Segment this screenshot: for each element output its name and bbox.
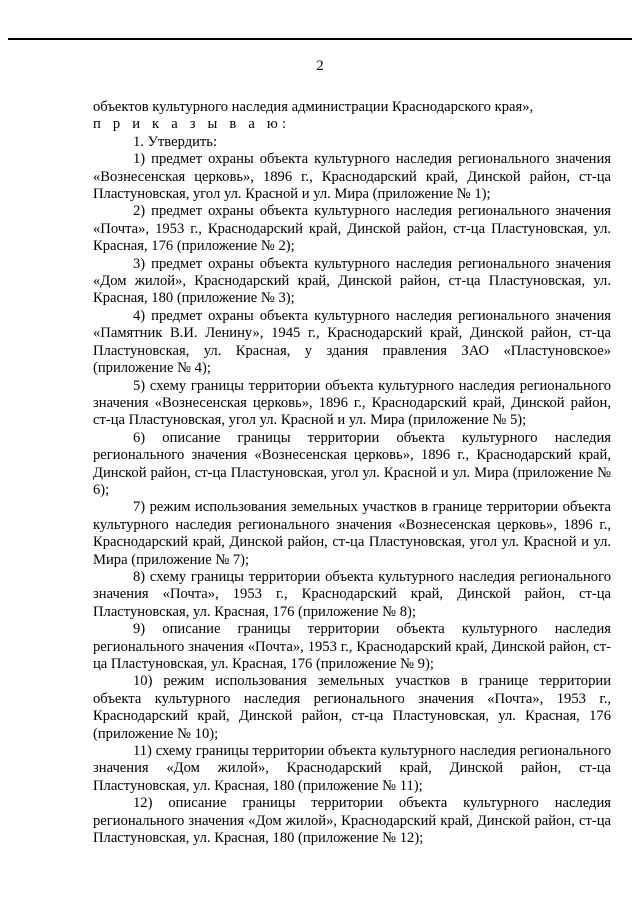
paragraph: 11) схему границы территории объекта культурного наследия регионального значения «Дом жилой», Краснодарский край, Динской район, ст-ца Пластуновская, ул. Красная, 180 (приложение № 11); [93, 743, 611, 794]
paragraph: 5) схему границы территории объекта культурного наследия регионального значения «Вознесенская церковь», 1896 г., Краснодарский край, Динской район, ст-ца Пластуновская, угол ул. Красной и ул. Мира (приложение № 5); [93, 377, 611, 429]
opening-line: объектов культурного наследия администрации Краснодарского края», [93, 99, 534, 115]
paragraph: 3) предмет охраны объекта культурного наследия регионального значения «Дом жилой», Краснодарский край, Динской район, ст-ца Пластуновская, ул. Красная, 180 (приложение № 3); [93, 255, 611, 307]
order-word: п р и к а з ы в а ю: [93, 116, 291, 133]
top-rule [8, 38, 632, 40]
paragraph: 1. Утвердить: [133, 133, 218, 150]
paragraph: 4) предмет охраны объекта культурного наследия регионального значения «Памятник В.И. Ленину», 1945 г., Краснодарский край, Динской район, ст-ца Пластуновская, ул. Красная, у здания правления ЗАО «Пластуновское» (приложение № 4); [93, 307, 611, 377]
paragraph: 10) режим использования земельных участков в границе территории объекта культурного наследия регионального значения «Почта», 1953 г., Краснодарский край, Динской район, ст-ца Пластуновская, ул. Красная, 176 (приложение № 10); [93, 673, 611, 742]
document-body [93, 99, 611, 847]
paragraph: 6) описание границы территории объекта культурного наследия регионального значения «Вознесенская церковь», 1896 г., Краснодарский край, Динской район, ст-ца Пластуновская, угол ул. Красной и ул. Мира (приложение № 6); [93, 429, 611, 498]
paragraph: 7) режим использования земельных участков в границе территории объекта культурного наследия регионального значения «Вознесенская церковь», 1896 г., Краснодарский край, Динской район, ст-ца Пластуновская, угол ул. Красной и ул. Мира (приложение № 7); [93, 499, 611, 568]
paragraph: 12) описание границы территории объекта культурного наследия регионального значения «Дом жилой», Краснодарский край, Динской район, ст-ца Пластуновская, ул. Красная, 180 (приложение № 12); [93, 795, 611, 847]
paragraph: 1) предмет охраны объекта культурного наследия регионального значения «Вознесенская церковь», 1896 г., Краснодарский край, Динской район, ст-ца Пластуновская, угол ул. Красной и ул. Мира (приложение № 1); [93, 151, 611, 203]
paragraph: 2) предмет охраны объекта культурного наследия регионального значения «Почта», 1953 г., Краснодарский край, Динской район, ст-ца Пластуновская, ул. Красная, 176 (приложение № 2); [93, 203, 611, 255]
paragraph: 9) описание границы территории объекта культурного наследия регионального значения «Почта», 1953 г., Краснодарский край, Динской район, ст-ца Пластуновская, ул. Красная, 176 (приложение № 9); [93, 621, 611, 672]
page-number: 2 [316, 58, 324, 74]
paragraph: 8) схему границы территории объекта культурного наследия регионального значения «Почта», 1953 г., Краснодарский край, Динской район, ст-ца Пластуновская, ул. Красная, 176 (приложение № 8); [93, 568, 611, 620]
